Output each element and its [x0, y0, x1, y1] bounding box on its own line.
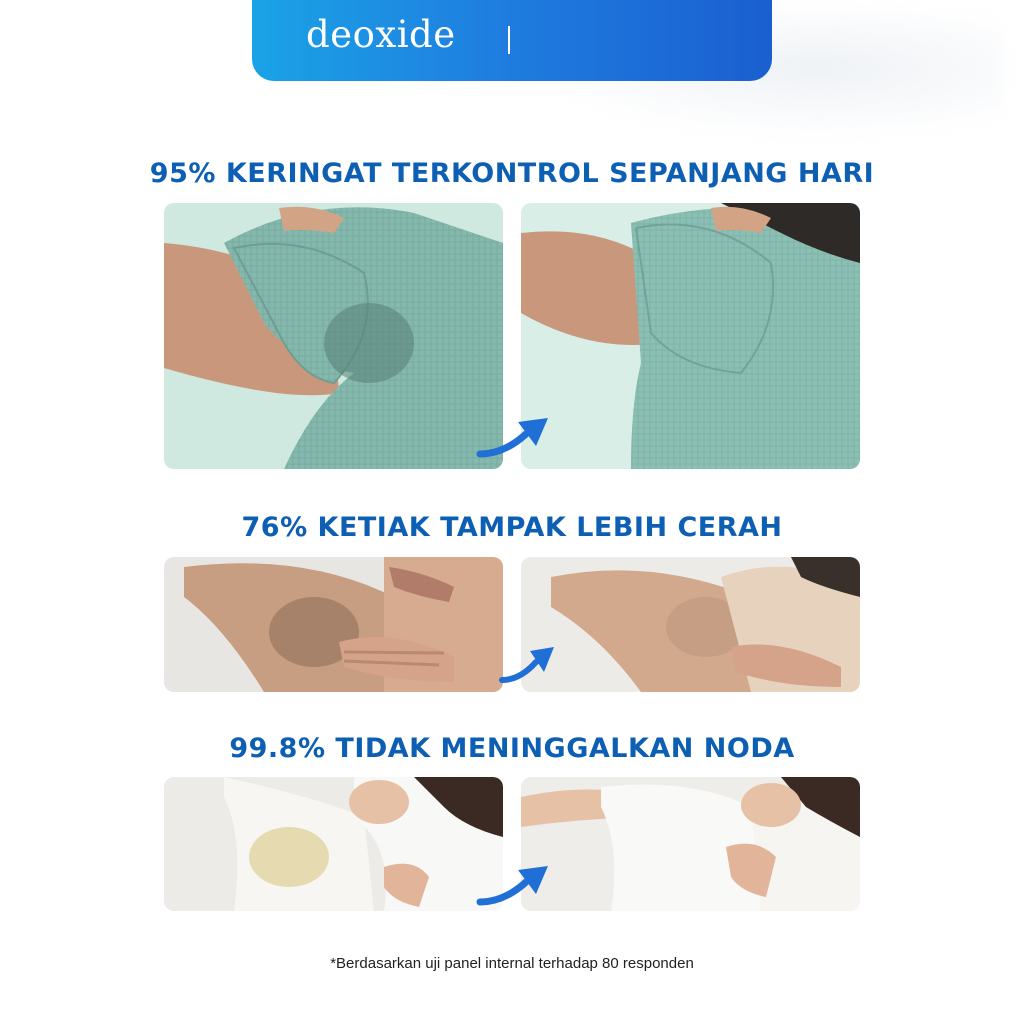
claim-heading-brighter: 76% KETIAK TAMPAK LEBIH CERAH	[241, 512, 783, 543]
brand-logo: deoxide	[306, 13, 456, 56]
claim-heading-sweat: 95% KERINGAT TERKONTROL SEPANJANG HARI	[149, 158, 875, 189]
arrow-icon	[474, 860, 554, 910]
before-photo-underarm	[164, 557, 503, 692]
after-photo-underarm	[521, 557, 860, 692]
after-photo-sweat	[521, 203, 860, 469]
after-photo-stain	[521, 777, 860, 911]
before-photo-stain	[164, 777, 503, 911]
claim-heading-no-stain: 99.8% TIDAK MENINGGALKAN NODA	[229, 733, 795, 764]
brand-header	[252, 0, 772, 81]
before-photo-sweat	[164, 203, 503, 469]
footnote: *Berdasarkan uji panel internal terhadap 80 responden	[330, 955, 694, 972]
arrow-icon	[474, 412, 554, 462]
arrow-icon	[498, 642, 558, 687]
header-divider	[508, 26, 510, 54]
